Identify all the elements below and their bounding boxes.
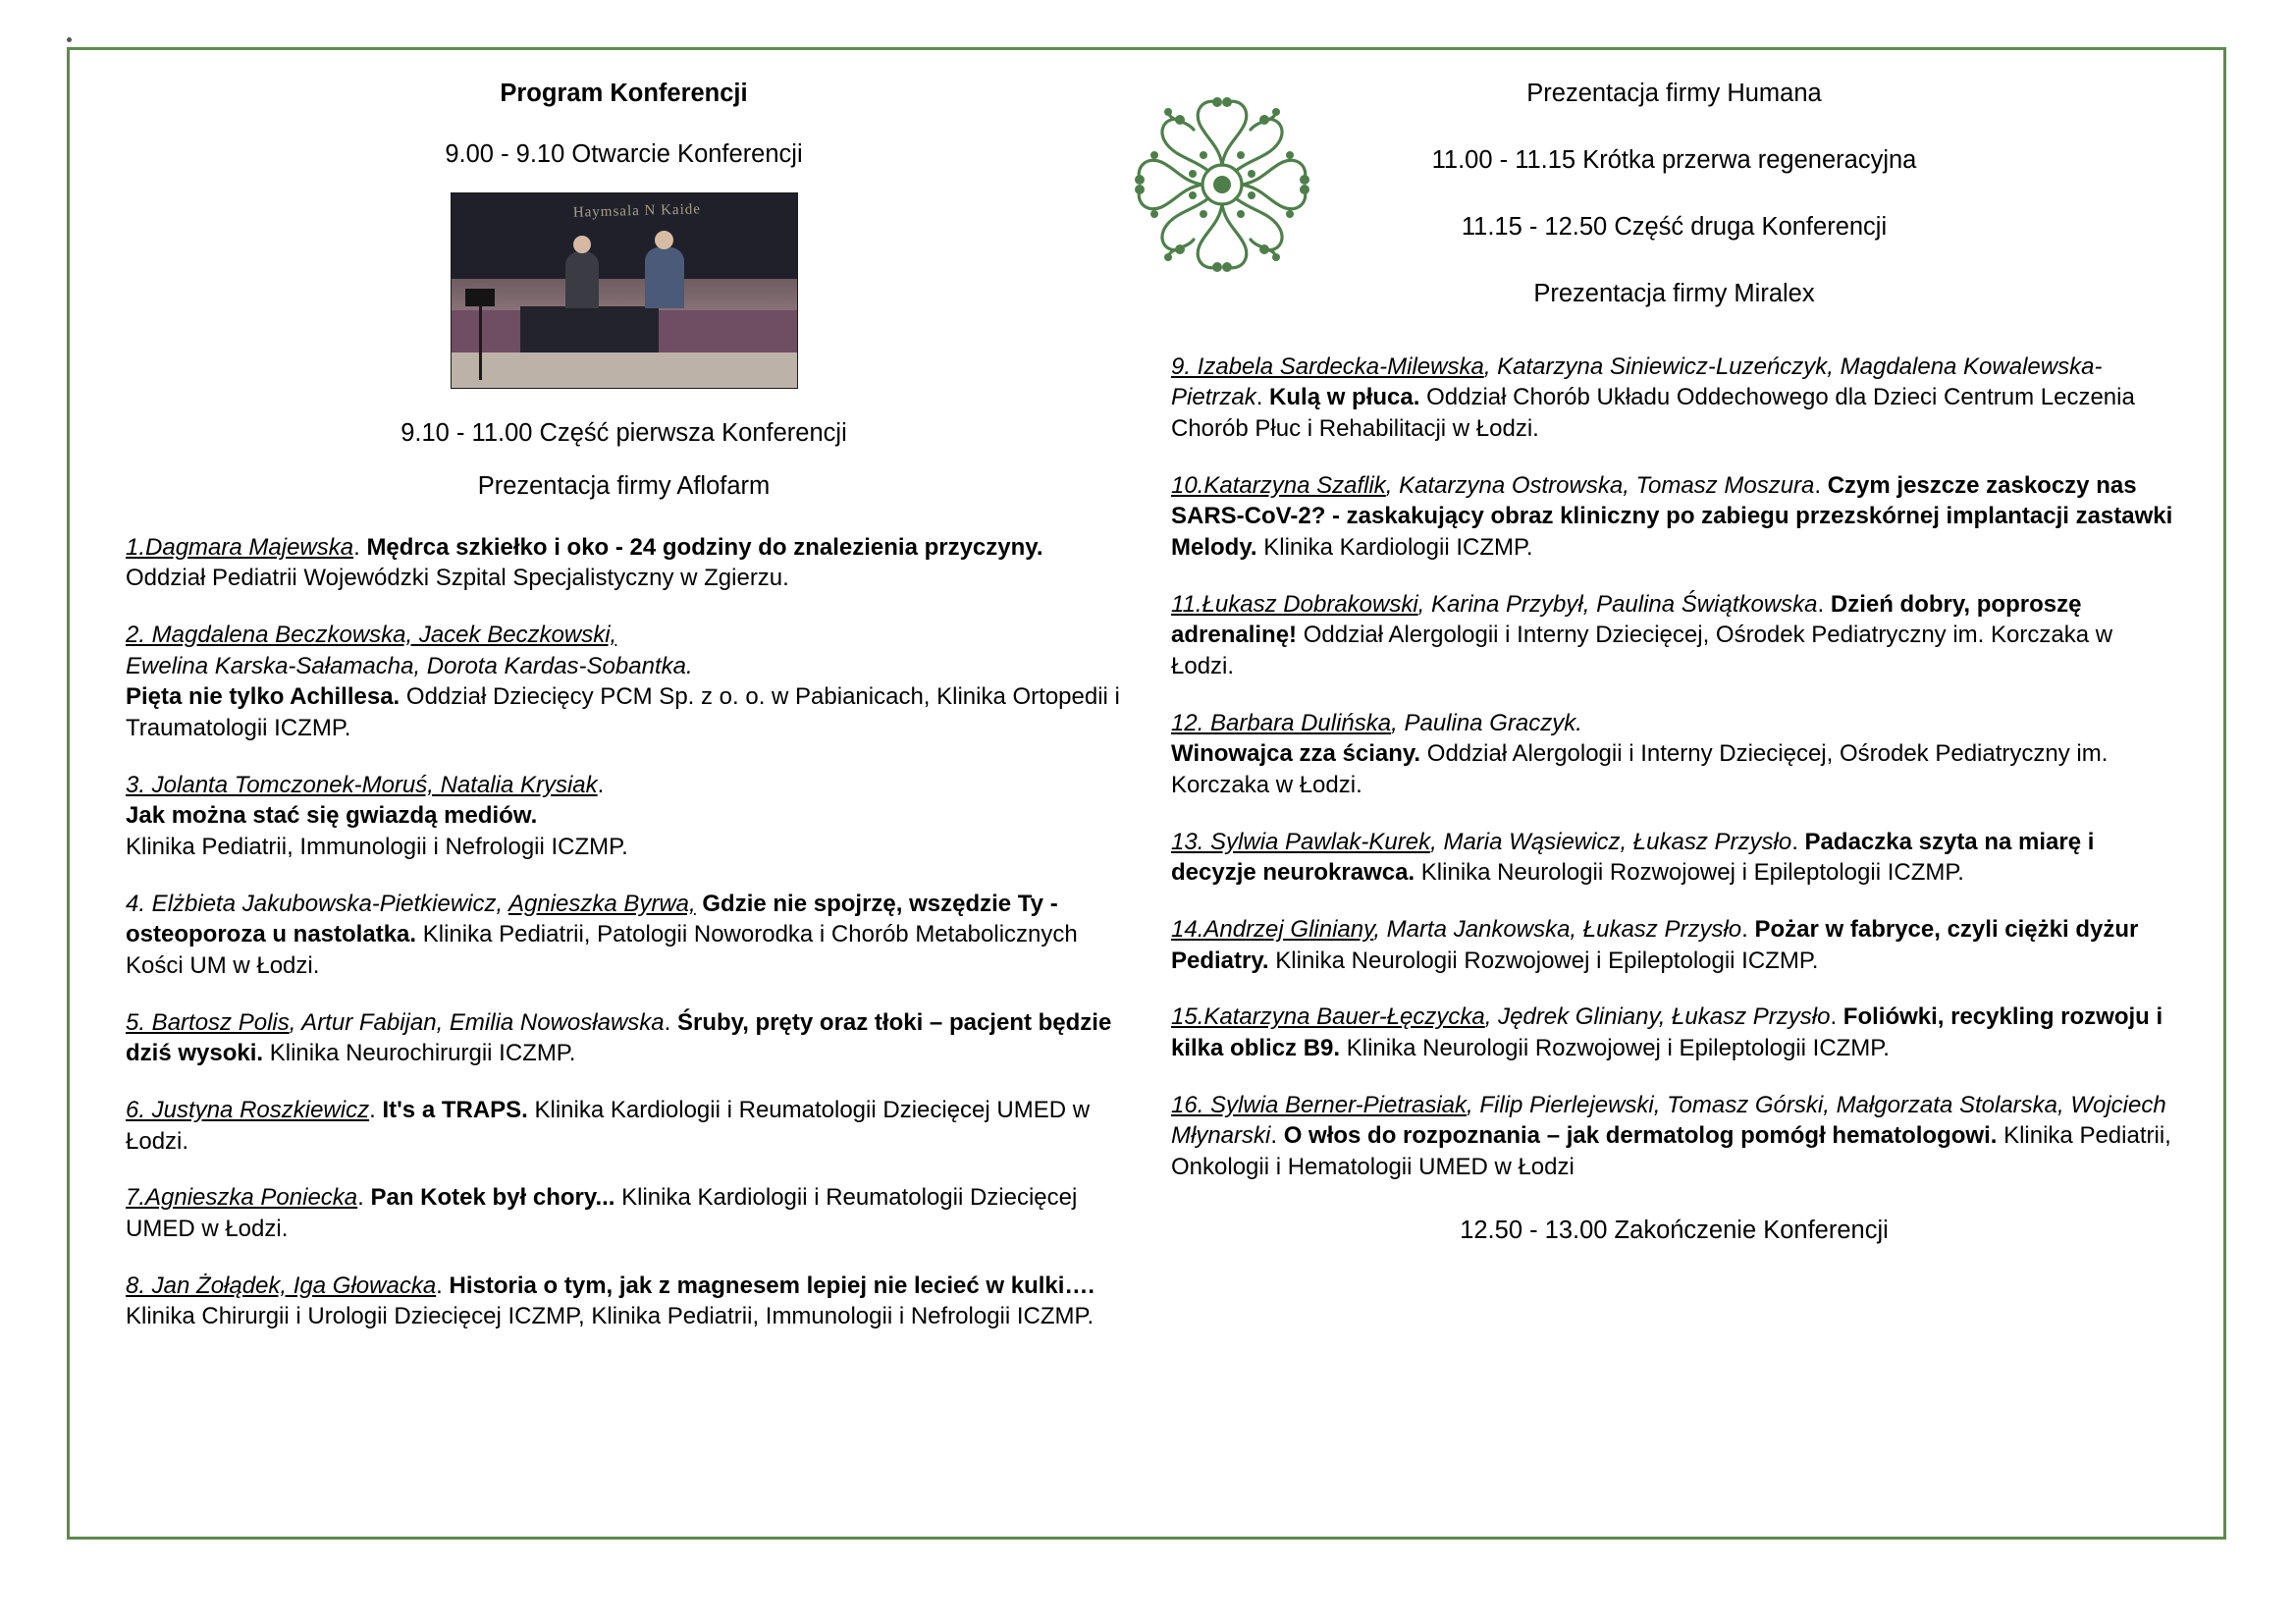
- item-sep: .: [357, 1184, 371, 1212]
- photo-chalk-text: Haymsala N Kaide: [572, 200, 702, 221]
- item-sep: .: [1814, 471, 1828, 499]
- item-title: Padaczka szyta na miarę i decyzje neurokrawca.: [1171, 828, 2095, 887]
- item-sep: .: [1255, 384, 1270, 411]
- opening-time: 9.00 - 9.10 Otwarcie Konferencji: [445, 139, 803, 168]
- item-affiliation: Oddział Dziecięcy PCM Sp. z o. o. w Pabianicach, Klinika Ortopedii i Traumatologii ICZMP.: [126, 683, 1120, 741]
- sponsor-humana: Prezentacja firmy Humana: [1526, 80, 1822, 107]
- item-sep: .: [369, 1096, 383, 1123]
- item-authors-underlined: 9. Izabela Sardecka-Milewska: [1171, 352, 1484, 380]
- program-item: [1171, 470, 2177, 564]
- item-authors-underlined: Agnieszka Byrwa,: [507, 890, 696, 917]
- item-sep: .: [1791, 828, 1805, 855]
- photo-camera-tripod: [479, 302, 482, 380]
- program-item: [1171, 589, 2177, 682]
- program-item: [126, 1182, 1122, 1244]
- photo-speaker-one: [565, 251, 599, 308]
- item-title: Pan Kotek był chory...: [370, 1184, 615, 1212]
- item-authors-underlined: 10.Katarzyna Szaflik: [1171, 471, 1386, 499]
- item-authors-underlined: 16. Sylwia Berner-Pietrasiak: [1171, 1091, 1468, 1118]
- item-authors: , Karina Przybył, Paulina Świątkowska: [1417, 590, 1818, 618]
- item-authors: , Paulina Graczyk.: [1391, 709, 1582, 736]
- part-one-time: 9.10 - 11.00 Część pierwsza Konferencji: [400, 418, 847, 447]
- item-title: Pożar w fabryce, czyli ciężki dyżur Pediatry.: [1171, 915, 2139, 974]
- item-title: Winowajca zza ściany.: [1171, 740, 1421, 768]
- item-sep: .: [1741, 915, 1755, 943]
- item-authors: 8. Jan Żołądek, Iga Głowacka: [126, 1272, 437, 1299]
- item-authors: , Jędrek Gliniany, Łukasz Przysło: [1484, 1003, 1831, 1031]
- item-affiliation: Oddział Chorób Układu Oddechowego dla Dzieci Centrum Leczenia Chorób Płuc i Rehabilitacji w Łodzi.: [1171, 384, 2135, 442]
- item-title: Foliówki, recykling rozwoju i kilka oblicz B9.: [1171, 1003, 2163, 1061]
- sponsor-aflofarm: Prezentacja firmy Aflofarm: [477, 471, 771, 500]
- program-item: [126, 889, 1122, 982]
- item-affiliation: Klinika Chirurgii i Urologii Dziecięcej ICZMP, Klinika Pediatrii, Immunologii i Nefrologii ICZMP.: [126, 1303, 1095, 1330]
- item-authors-underlined: 13. Sylwia Pawlak-Kurek: [1171, 828, 1431, 855]
- item-sep: .: [1830, 1003, 1843, 1031]
- item-affiliation: Klinika Pediatrii, Immunologii i Nefrologii ICZMP.: [126, 833, 628, 860]
- item-title: Gdzie nie spojrzę, wszędzie Ty - osteoporoza u nastolatka.: [126, 890, 1058, 948]
- photo-floor: [452, 352, 797, 388]
- item-affiliation: Oddział Alergologii i Interny Dziecięcej, Ośrodek Pediatryczny im. Korczaka w Łodzi.: [1171, 622, 2113, 679]
- program-item: [1171, 1090, 2177, 1183]
- item-sep: .: [664, 1008, 677, 1036]
- item-authors: , Katarzyna Ostrowska, Tomasz Moszura: [1385, 471, 1815, 499]
- item-authors: 4. Elżbieta Jakubowska-Pietkiewicz,: [126, 890, 508, 917]
- item-affiliation: Klinika Neurologii Rozwojowej i Epileptologii ICZMP.: [1340, 1034, 1890, 1061]
- item-affiliation: Oddział Pediatrii Wojewódzki Szpital Specjalistyczny w Zgierzu.: [126, 565, 789, 592]
- item-affiliation: Klinika Neurochirurgii ICZMP.: [263, 1040, 576, 1067]
- item-affiliation: Klinika Neurologii Rozwojowej i Epileptologii ICZMP.: [1268, 947, 1819, 974]
- item-title: It's a TRAPS.: [382, 1096, 528, 1123]
- item-authors: , Filip Pierlejewski, Tomasz Górski, Małgorzata Stolarska, Wojciech Młynarski: [1171, 1091, 2166, 1150]
- item-sep: .: [353, 533, 367, 561]
- conference-photo: [126, 192, 1122, 389]
- photo-speaker-two: [645, 247, 684, 308]
- content-columns: [77, 57, 2216, 1530]
- closing-time: 12.50 - 13.00 Zakończenie Konferencji: [1460, 1216, 1889, 1244]
- item-title: Pięta nie tylko Achillesa.: [126, 683, 400, 711]
- item-authors: 3. Jolanta Tomczonek-Moruś, Natalia Krysiak: [126, 771, 598, 798]
- item-affiliation: Oddział Alergologii i Interny Dziecięcej, Ośrodek Pediatryczny im. Korczaka w Łodzi.: [1171, 740, 2109, 798]
- item-affiliation: Klinika Pediatrii, Onkologii i Hematologii UMED w Łodzi: [1171, 1122, 2171, 1180]
- item-title: Kulą w płuca.: [1269, 384, 1420, 411]
- program-item: [1171, 914, 2177, 976]
- item-authors: , Katarzyna Siniewicz-Luzeńczyk, Magdalena Kowalewska-Pietrzak: [1171, 352, 2103, 411]
- item-affiliation: Klinika Kardiologii i Reumatologii Dziecięcej UMED w Łodzi.: [126, 1096, 1091, 1155]
- item-affiliation: Klinika Kardiologii ICZMP.: [1256, 533, 1533, 561]
- item-authors: 1.Dagmara Majewska: [126, 533, 354, 561]
- item-authors: , Maria Wąsiewicz, Łukasz Przysło: [1430, 828, 1792, 855]
- left-column: [77, 57, 1161, 1530]
- item-affiliation: Klinika Pediatrii, Patologii Noworodka i Chorób Metabolicznych Kości UM w Łodzi.: [126, 921, 1078, 979]
- item-title: O włos do rozpoznania – jak dermatolog pomógł hematologowi.: [1283, 1122, 1998, 1150]
- corner-dot: [67, 37, 72, 42]
- item-authors-cont: Ewelina Karska-Sałamacha, Dorota Kardas-Sobantka.: [126, 652, 693, 679]
- item-title: Jak można stać się gwiazdą mediów.: [126, 802, 538, 830]
- part-two-time: 11.15 - 12.50 Część druga Konferencji: [1461, 212, 1888, 241]
- sponsor-miralex: Prezentacja firmy Miralex: [1533, 279, 1815, 307]
- page-title: Program Konferencji: [500, 80, 748, 107]
- item-authors-underlined: 11.Łukasz Dobrakowski: [1171, 590, 1418, 618]
- item-affiliation: Klinika Kardiologii i Reumatologii Dziecięcej UMED w Łodzi.: [126, 1184, 1078, 1242]
- program-item: [126, 770, 1122, 863]
- right-program-list: [1171, 352, 2177, 1183]
- item-authors: , Artur Fabijan, Emilia Nowosławska: [289, 1008, 665, 1036]
- item-authors: , Marta Jankowska, Łukasz Przysło: [1373, 915, 1742, 943]
- program-item: [1171, 708, 2177, 801]
- item-title: Czym jeszcze zaskoczy nas SARS-CoV-2? - zaskakujący obraz kliniczny po zabiegu przezskórnej implantacji zastawki Melody.: [1171, 471, 2173, 561]
- program-item: [1171, 827, 2177, 889]
- item-title: Mędrca szkiełko i oko - 24 godziny do znalezienia przyczyny.: [366, 533, 1043, 561]
- photo-desk: [520, 306, 659, 353]
- item-authors-underlined: 12. Barbara Dulińska: [1171, 709, 1392, 736]
- right-column: [1161, 57, 2216, 1530]
- break-time: 11.00 - 11.15 Krótka przerwa regeneracyjna: [1431, 145, 1917, 174]
- program-item: [126, 1271, 1122, 1332]
- program-item: [126, 620, 1122, 744]
- item-title: Dzień dobry, poproszę adrenalinę!: [1171, 590, 2082, 649]
- item-sep: .: [1817, 590, 1831, 618]
- item-authors-underlined: 14.Andrzej Gliniany: [1171, 915, 1374, 943]
- item-authors: 7.Agnieszka Poniecka: [126, 1184, 358, 1212]
- program-item: [1171, 1001, 2177, 1063]
- program-item: [126, 532, 1122, 594]
- item-title: Historia o tym, jak z magnesem lepiej nie lecieć w kulki….: [449, 1272, 1095, 1299]
- program-item: [126, 1095, 1122, 1157]
- item-sep: .: [597, 771, 605, 798]
- item-authors-underlined: 5. Bartosz Polis: [126, 1008, 290, 1036]
- item-affiliation: Klinika Neurologii Rozwojowej i Epileptologii ICZMP.: [1415, 859, 1964, 887]
- item-authors: 2. Magdalena Beczkowska, Jacek Beczkowski,: [126, 621, 617, 648]
- program-item: [1171, 352, 2177, 445]
- item-sep: .: [1270, 1122, 1284, 1150]
- item-title: Śruby, pręty oraz tłoki – pacjent będzie dziś wysoki.: [126, 1008, 1112, 1067]
- item-authors-underlined: 15.Katarzyna Bauer-Łęczycka: [1171, 1003, 1485, 1031]
- item-sep: .: [436, 1272, 450, 1299]
- program-item: [126, 1007, 1122, 1069]
- item-authors: 6. Justyna Roszkiewicz: [126, 1096, 370, 1123]
